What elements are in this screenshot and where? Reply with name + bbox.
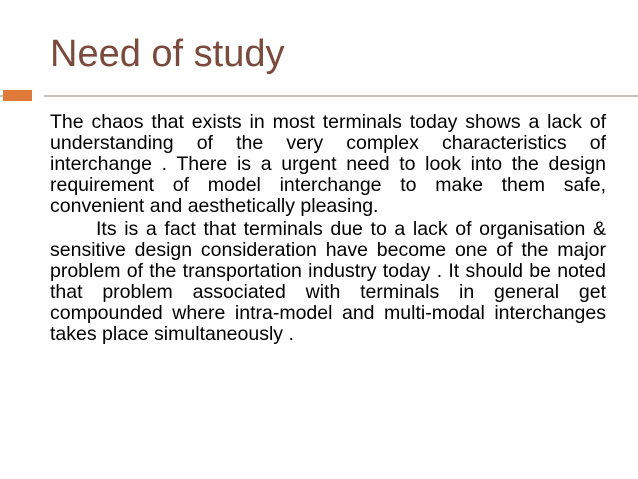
body-paragraph-1: The chaos that exists in most terminals today shows a lack of understanding of the very complex characteristics of interchange . There is a urgent need to look into the design requirement of model interchange to make them safe, convenient and aesthetically pleasing. — [50, 111, 606, 217]
accent-bar — [3, 90, 32, 101]
body-paragraph-2: Its is a fact that terminals due to a lack of organisation & sensitive design consideration have become one of the major problem of the transportation industry today . It should be noted that problem associated with terminals in general get compounded where intra-model and multi-modal interchanges takes place simultaneously . — [50, 218, 606, 345]
title-rule-right — [44, 95, 638, 97]
slide-title: Need of study — [50, 33, 285, 75]
slide-body — [50, 112, 606, 345]
